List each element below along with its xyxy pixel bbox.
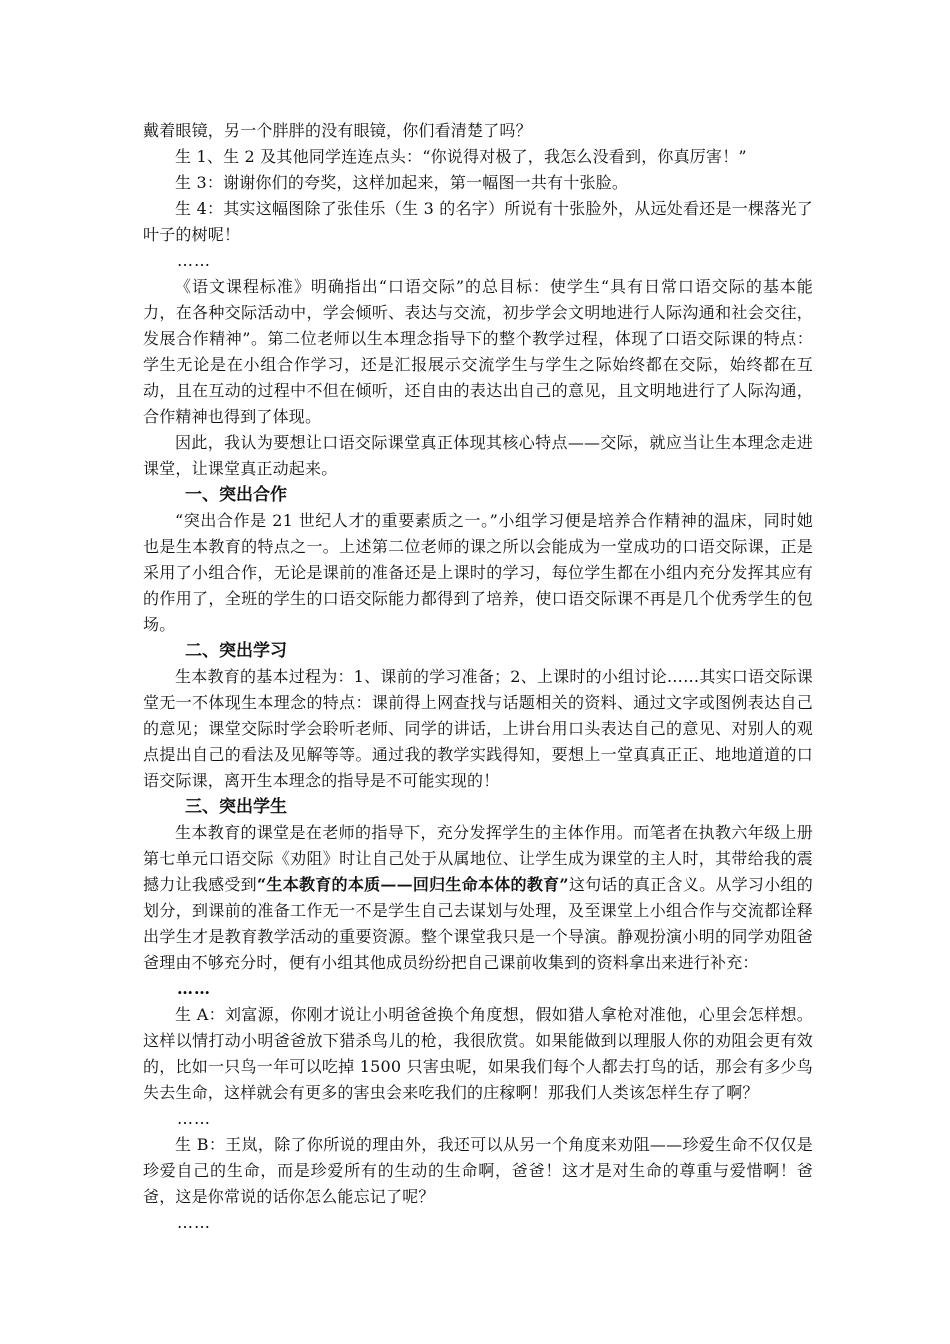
section-body-learning: 生本教育的基本过程为：1、课前的学习准备；2、上课时的小组讨论……其实口语交际课堂无一不体现生本理念的特点：课前得上网查找与话题相关的资料、通过文字或图例表达自己的意见；课堂交际时学会聆听老师、同学的讲话，上讲台用口头表达自己的意见、对别人的观点提出自己的看法及见解等等。通过我的教学实践得知，要想上一堂真真正正、地地道道的口语交际课，离开生本理念的指导是不可能实现的！ — [143, 667, 813, 790]
dialogue-line-sA: 生 A：刘富源，你刚才说让小明爸爸换个角度想，假如猎人拿枪对准他，心里会怎样想。这样以情打动小明爸爸放下猎杀鸟儿的枪，我很欣赏。如果能做到以理服人你的劝阻会更有效的，比如一只鸟一年可以吃掉 1500 只害虫呢，如果我们每个人都去打鸟的话，那会有多少鸟失去生命，这样就会有更多的害虫会来吃我们的庄稼啊！那我们人类该怎样生存了啊？ — [143, 1005, 813, 1102]
section-body-cooperation: “突出合作是 21 世纪人才的重要素质之一。”小组学习便是培养合作精神的温床，同时她也是生本教育的特点之一。上述第二位老师的课之所以会能成为一堂成功的口语交际课，正是采用了小组合作，无论是课前的准备还是上课时的学习，每位学生都在小组内充分发挥其应有的作用了，全班的学生的口语交际能力都得到了培养，使口语交际课不再是几个优秀学生的包场。 — [143, 511, 813, 634]
ellipsis: …… — [177, 251, 211, 270]
ellipsis: …… — [177, 979, 211, 998]
section-body-students — [143, 820, 813, 976]
section-heading-students: 三、突出学生 — [185, 797, 287, 817]
emphasis-quote: “生本教育的本质——回归生命本体的教育” — [256, 875, 569, 894]
dialogue-line-s3: 生 3：谢谢你们的夸奖，这样加起来，第一幅图一共有十张脸。 — [175, 173, 629, 192]
dialogue-line-s12: 生 1、生 2 及其他同学连连点头：“你说得对极了，我怎么没看到，你真厉害！” — [175, 147, 747, 166]
section-heading-learning: 二、突出学习 — [185, 641, 287, 661]
body-text: 生本教育的课堂是在老师的指导下，充分发挥学生的主体作用。而笔者在执教六年级上册第七单元口语交际《劝阻》时让自己处于从属地位、让学生成为课堂的主人时，其带给我的震撼力让我感受到 — [143, 823, 813, 894]
section-heading-cooperation: 一、突出合作 — [185, 485, 287, 505]
ellipsis: …… — [177, 1213, 211, 1232]
dialogue-line-sB: 生 B：王岚，除了你所说的理由外，我还可以从另一个角度来劝阻——珍爱生命不仅仅是珍爱自己的生命，而是珍爱所有的生动的生命啊，爸爸！这才是对生命的尊重与爱惜啊！爸爸，这是你常说的话你怎么能忘记了呢？ — [143, 1135, 813, 1206]
body-text: 这句话的真正含义。从学习小组的划分，到课前的准备工作无一不是学生自己去谋划与处理，及至课堂上小组合作与交流都诠释出学生才是教育教学活动的重要资源。整个课堂我只是一个导演。静观扮演小明的同学劝阻爸爸理由不够充分时，便有小组其他成员纷纷把自己课前收集到的资料拿出来进行补充： — [143, 875, 813, 972]
dialogue-line-s4: 生 4：其实这幅图除了张佳乐（生 3 的名字）所说有十张脸外，从远处看还是一棵落光了叶子的树呢！ — [143, 199, 813, 244]
dialogue-continuation: 戴着眼镜，另一个胖胖的没有眼镜，你们看清楚了吗？ — [143, 121, 532, 140]
document-page — [143, 118, 813, 1236]
ellipsis: …… — [177, 1109, 211, 1128]
paragraph-curriculum-standard: 《语文课程标准》明确指出“口语交际”的总目标：使学生“具有日常口语交际的基本能力，在各种交际活动中，学会倾听、表达与交流，初步学会文明地进行人际沟通和社会交往，发展合作精神”。第二位老师以生本理念指导下的整个教学过程，体现了口语交际课的特点：学生无论是在小组合作学习，还是汇报展示交流学生与学生之际始终都在交际，始终都在互动，且在互动的过程中不但在倾听，还自由的表达出自己的意见，且文明地进行了人际沟通，合作精神也得到了体现。 — [143, 277, 813, 426]
paragraph-therefore: 因此，我认为要想让口语交际课堂真正体现其核心特点——交际，就应当让生本理念走进课堂，让课堂真正动起来。 — [143, 433, 813, 478]
